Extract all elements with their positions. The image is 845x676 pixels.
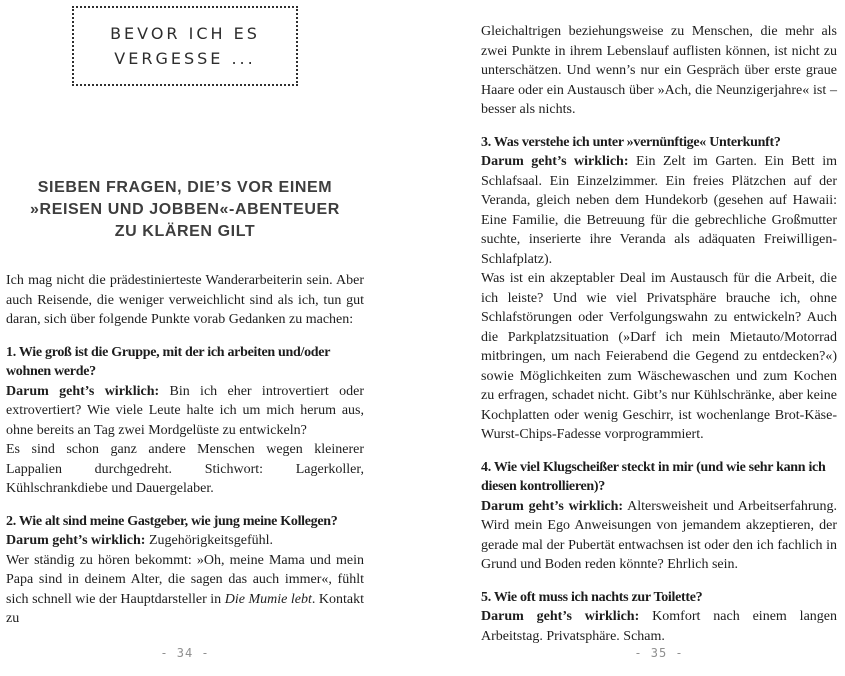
section-5-paragraph-1 (481, 607, 837, 646)
page-number-left: - 34 - (160, 646, 210, 660)
section-4-heading: 4. Wie viel Klugscheißer steckt in mir (und wie sehr kann ich diesen kontrollieren)? (481, 459, 826, 494)
section-3-paragraph-2: Was ist ein akzeptabler Deal im Austausch für die Arbeit, die ich leiste? Und wie viel Privatsphäre brauche ich, ohne Schlafstörungen oder Verfolgungswahn zu entwickeln? Auch die Parkplatzsituation (»Darf ich mein Mietauto/Motorrad mitbringen, um nach Feierabend die Gegend zu entdecken?«) sowie Möglichkeiten zum Wäschewaschen und zum Kochen zu erfragen, schadet nicht. Gibt’s nur Kühlschränke, aber keine Kochplatten oder wenig Geschirr, ist wochenlange Brot-Käse-Wurst-Chips-Fadesse vorprogrammiert. (481, 271, 837, 442)
section-4-lead: Darum geht’s wirklich: (481, 498, 624, 514)
continuation-paragraph: Gleichaltrigen beziehungsweise zu Menschen, die mehr als zwei Punkte in ihrem Lebenslauf auflisten können, ist nicht zu unterschätzen. Und wenn’s nur ein Gespräch über erste graue Haare oder ein Austausch über »Ach, die Neunzigerjahre« ist – besser als nichts. (481, 24, 837, 117)
section-3-lead: Darum geht’s wirklich: (481, 154, 629, 169)
section-1-paragraph-2: Es sind schon ganz andere Menschen wegen kleinerer Lappalien durchgedreht. Stichwort: Lagerkoller, Kühlschrankdiebe und Dauergelaber. (6, 442, 364, 496)
section-2-paragraph-2 (6, 551, 364, 629)
section-2-heading: 2. Wie alt sind meine Gastgeber, wie jung meine Kollegen? (6, 513, 338, 529)
section-2-body-2-post: . Kontakt zu (6, 591, 364, 626)
section-2-body-2-pre: Wer ständig zu hören bekommt: »Oh, meine Mama und mein Papa sind in deinem Alter, die sagen das auch immer«, fühlt sich schnell wie der Hauptdarsteller in (6, 552, 364, 607)
chapter-title-line-3: ZU KLÄREN GILT (114, 223, 256, 240)
page-left (6, 0, 364, 629)
section-5-heading: 5. Wie oft muss ich nachts zur Toilette? (481, 589, 703, 605)
section-4-body-1: Altersweisheit und Arbeitserfahrung. Wird mein Ego Anweisungen von jemandem akzeptieren, der gerade mal der Pubertät entwachsen ist oder den ich fachlich in Grund und Boden reden könnte? Ehrlich sein. (481, 498, 838, 572)
section-4-paragraph-1 (481, 497, 837, 575)
section-1-paragraph-1 (6, 382, 364, 441)
section-3-body-1: Ein Zelt im Garten. Ein Bett im Schlafsaal. Ein Einzelzimmer. Ein freies Plätzchen auf der Veranda, gleich neben dem Hundekorb (gesehen auf Hawaii: Eine Familie, die Betreuung für die gebrechliche Großmutter suchte, inserierte ihre Veranda als adäquaten Freiwilligen-Schlafplatz). (481, 154, 837, 267)
memo-line-2: VERGESSE ... (114, 48, 256, 68)
section-1 (6, 343, 364, 499)
intro-paragraph: Ich mag nicht die prädestinierteste Wanderarbeiterin sein. Aber auch Reisende, die weniger verweichlicht sind als ich, tun gut daran, sich über folgende Punkte vorab Gedanken zu machen: (6, 273, 364, 327)
page-number-right: - 35 - (634, 646, 684, 660)
chapter-title (6, 177, 364, 243)
section-3-heading: 3. Was verstehe ich unter »vernünftige« Unterkunft? (481, 134, 781, 150)
section-5-lead: Darum geht’s wirklich: (481, 609, 640, 624)
movie-title: Die Mumie lebt (224, 591, 312, 607)
section-1-heading: 1. Wie groß ist die Gruppe, mit der ich arbeiten und/oder wohnen werde? (6, 344, 330, 379)
section-4 (481, 458, 837, 575)
section-1-lead: Darum geht’s wirklich: (6, 383, 160, 399)
section-2-lead: Darum geht’s wirklich: (6, 533, 146, 548)
section-2 (6, 512, 364, 629)
chapter-title-line-2: »REISEN UND JOBBEN«-ABENTEUER (30, 201, 340, 218)
section-1-body-1: Bin ich eher introvertiert oder extrovertiert? Wie viele Leute halte ich um mich herum aus, ohne bereits an Tag zwei Mordgelüste zu entwickeln? (6, 383, 365, 438)
page-right (481, 22, 837, 646)
section-5 (481, 588, 837, 647)
section-2-paragraph-1 (6, 531, 364, 551)
section-5-body-1: Komfort nach einem langen Arbeitstag. Privatsphäre. Scham. (481, 609, 838, 644)
section-3 (481, 133, 837, 445)
memo-line-1: BEVOR ICH ES (110, 23, 260, 43)
section-2-body-1: Zugehörigkeitsgefühl. (145, 533, 273, 548)
chapter-title-line-1: SIEBEN FRAGEN, DIE’S VOR EINEM (37, 179, 333, 196)
memo-box (72, 6, 298, 86)
section-3-paragraph-1 (481, 152, 837, 269)
